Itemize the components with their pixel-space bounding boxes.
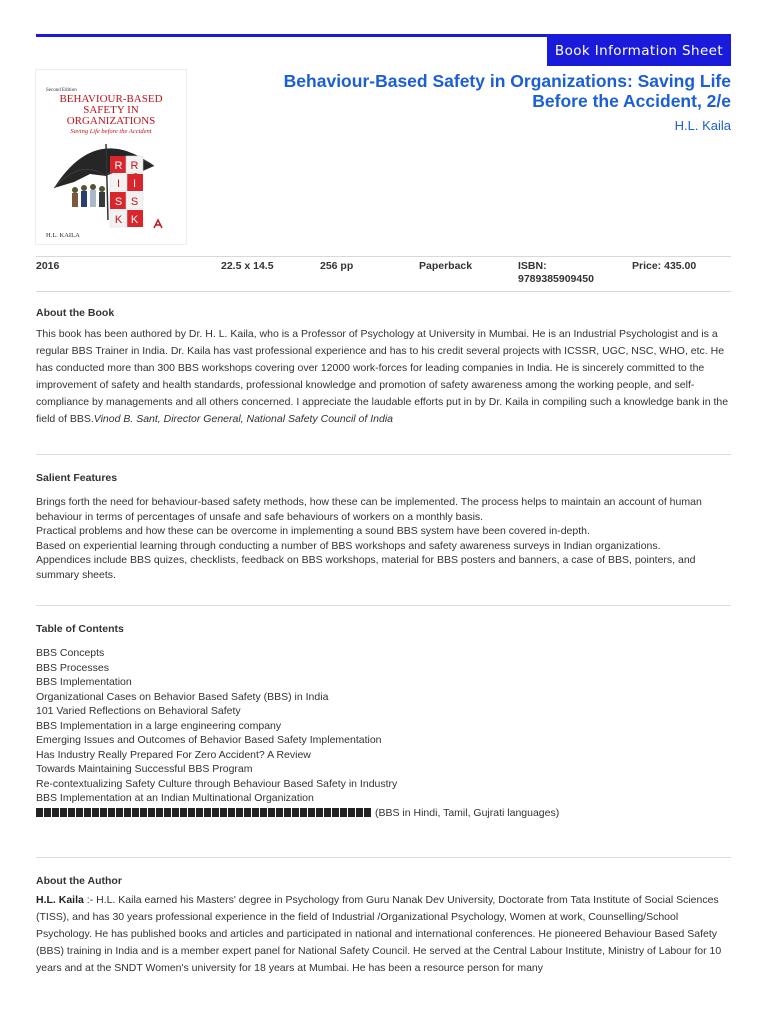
about-book-quote: Vinod B. Sant, Director General, National Safety Council of India xyxy=(93,413,394,425)
toc-item-unrendered xyxy=(36,806,731,821)
about-author-text xyxy=(36,892,731,977)
divider xyxy=(36,454,731,455)
feature-item: Brings forth the need for behaviour-based safety methods, how these can be implemented. The process helps to maintain an account of human behaviour in terms of percentages of unsafe and safe behaviours of workers on a monthly basis. xyxy=(36,496,702,523)
toc-section xyxy=(36,621,731,820)
cover-letter-k-ghost: K xyxy=(114,214,123,226)
cover-letter-s-ghost: S xyxy=(130,196,139,208)
cover-letter-r-ghost: R xyxy=(130,160,139,172)
toc-item: BBS Concepts xyxy=(36,647,105,659)
spec-isbn: 9789385909450 xyxy=(518,273,594,285)
features-heading: Salient Features xyxy=(36,472,118,484)
book-author: H.L. Kaila xyxy=(674,118,731,133)
unrendered-glyphs xyxy=(36,808,372,817)
about-author-name: H.L. Kaila xyxy=(36,894,84,906)
cover-title-3: ORGANIZATIONS xyxy=(66,115,156,127)
toc-item: Has Industry Really Prepared For Zero Accident? A Review xyxy=(36,748,311,761)
feature-item: Based on experiential learning through conducting a number of BBS workshops and safety awareness surveys in Indian organizations. xyxy=(36,539,661,552)
cover-letter-i-ghost: I xyxy=(116,178,121,190)
spec-year: 2016 xyxy=(36,260,60,272)
feature-item: Practical problems and how these can be overcome in implementing a sound BBS system have been covered in-depth. xyxy=(36,525,590,537)
spec-price: Price: 435.00 xyxy=(632,260,697,272)
book-cover xyxy=(36,70,186,244)
book-specs-row xyxy=(36,256,731,292)
about-book-text xyxy=(36,326,731,428)
about-book-section xyxy=(36,305,731,428)
toc-item: Towards Maintaining Successful BBS Program xyxy=(36,763,253,775)
cover-subtitle: Saving Life before the Accident xyxy=(70,128,152,135)
toc-item: Re-contextualizing Safety Culture through Behaviour Based Safety in Industry xyxy=(36,777,398,790)
toc-item-note: (BBS in Hindi, Tamil, Gujrati languages) xyxy=(375,806,560,819)
cover-edition: Second Edition xyxy=(46,88,77,93)
sheet-badge: Book Information Sheet xyxy=(547,36,731,66)
divider xyxy=(36,605,731,606)
cover-letter-k: K xyxy=(130,214,139,226)
cover-title-1: BEHAVIOUR-BASED xyxy=(59,93,163,105)
about-book-heading: About the Book xyxy=(36,307,115,319)
toc-item: Emerging Issues and Outcomes of Behavior Based Safety Implementation xyxy=(36,734,382,746)
features-section xyxy=(36,470,731,582)
book-cover-art xyxy=(36,70,186,244)
toc-item: BBS Implementation at an Indian Multinational Organization xyxy=(36,792,314,804)
feature-item: Appendices include BBS quizes, checklists, feedback on BBS workshops, material for BBS posters and banners, a case of BBS, pointers, and summary sheets. xyxy=(36,554,696,581)
book-title: Behaviour-Based Safety in Organizations: Saving Life Before the Accident, 2/e xyxy=(283,71,731,111)
toc-item: BBS Implementation xyxy=(36,676,132,688)
toc-item: BBS Implementation in a large engineering company xyxy=(36,719,282,732)
cover-author: H.L. KAILA xyxy=(46,232,80,239)
cover-letter-s: S xyxy=(114,196,123,208)
spec-pages: 256 pp xyxy=(320,260,354,272)
toc-item: BBS Processes xyxy=(36,661,109,674)
spec-isbn-label: ISBN: xyxy=(518,260,547,272)
about-book-body: This book has been authored by Dr. H. L. Kaila, who is a Professor of Psychology at University in Mumbai. He is an Industrial Psychologist and is a regular BBS Trainer in India. Dr. Kaila has vast professional experience and has to his credit several projects with ICSSR, UGC, NSC, WHO, etc. He has conducted more than 300 BBS workshops covering over 12000 work-forces for leading companies in India. He is sincerely committed to the improvement of safety and health standards, professional knowledge and promotion of safety awareness among the working people, and self-compliance by managements and all others concerned. I appreciate the laudable efforts put in by Dr. Kaila in compiling such a knowledge bank in the field of BBS. xyxy=(36,328,729,425)
cover-letter-r: R xyxy=(114,160,123,172)
spec-size: 22.5 x 14.5 xyxy=(221,260,274,272)
spec-binding: Paperback xyxy=(419,260,473,272)
toc-item: 101 Varied Reflections on Behavioral Safety xyxy=(36,705,241,717)
cover-letter-i: I xyxy=(132,178,137,190)
about-author-section xyxy=(36,873,731,977)
about-author-heading: About the Author xyxy=(36,875,122,887)
cover-title-2: SAFETY IN xyxy=(83,104,139,116)
divider xyxy=(36,857,731,858)
about-author-body: :- H.L. Kaila earned his Masters' degree in Psychology from Guru Nanak Dev University, Doctorate from Tata Institute of Social Sciences (TISS), and has 30 years professional experience in the field of Industrial /Organizational Psychology, Women at work, Counselling/School Psychology. He has published books and articles and participated in national and international conferences. He pioneered Behaviour Based Safety (BBS) training in India and is a member expert panel for National Safety Council. He served at the Central Labour Institute, Ministry of Labour for 10 years and at the SNDT Women's university for 18 years at Mumbai. He has been a resource person for many xyxy=(36,894,722,974)
toc-heading: Table of Contents xyxy=(36,623,124,635)
toc-item: Organizational Cases on Behavior Based Safety (BBS) in India xyxy=(36,690,329,703)
